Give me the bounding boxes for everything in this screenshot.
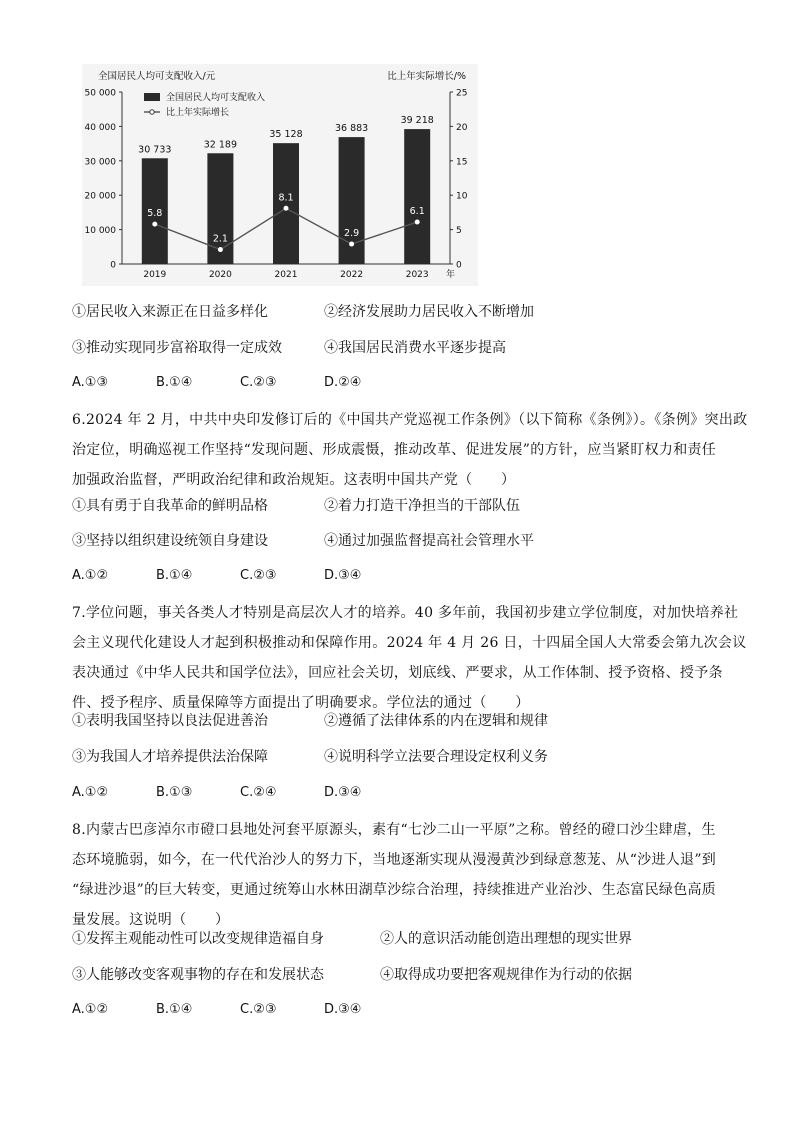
q8-stem-line: 态环境脆弱，如今，在一代代治沙人的努力下，当地逐渐实现从漫漫黄沙到绿意葱茏、从“沙进人退”到 xyxy=(72,852,717,868)
q6-answer-d[interactable]: D.③④ xyxy=(324,568,362,583)
q7-stem-line: 会主义现代化建设人才起到积极推动和保障作用。2024 年 4 月 26 日，十四届全国人大常委会第九次会议 xyxy=(72,635,747,651)
left-axis-title: 全国居民人均可支配收入/元 xyxy=(98,71,216,82)
q5-answer-c[interactable]: C.②③ xyxy=(240,375,277,390)
growth-point xyxy=(153,222,157,226)
left-tick-label: 0 xyxy=(110,260,116,271)
q6-option-1[interactable]: ①具有勇于自我革命的鲜明品格 xyxy=(72,498,268,514)
q7-stem xyxy=(72,598,747,718)
left-tick-label: 50 000 xyxy=(84,88,116,99)
q5-options-row-1 xyxy=(72,300,722,324)
q8-option-3[interactable]: ③人能够改变客观事物的存在和发展状态 xyxy=(72,967,324,983)
q6-options-row-1 xyxy=(72,494,722,518)
q8-stem xyxy=(72,815,722,935)
q6-option-3[interactable]: ③坚持以组织建设统领自身建设 xyxy=(72,533,268,549)
q7-stem-line: 7.学位问题，事关各类人才特别是高层次人才的培养。40 多年前，我国初步建立学位制度，对加快培养社 xyxy=(72,605,739,621)
q6-answer-b[interactable]: B.①④ xyxy=(156,568,193,583)
q5-options-row-2 xyxy=(72,336,722,360)
growth-value-label: 5.8 xyxy=(147,208,163,220)
income-chart-svg xyxy=(82,64,478,286)
bar-value-label: 35 128 xyxy=(269,129,303,141)
q7-option-3[interactable]: ③为我国人才培养提供法治保障 xyxy=(72,749,268,765)
bar-value-label: 36 883 xyxy=(334,123,369,135)
x-axis-unit: 年 xyxy=(446,270,456,280)
q7-option-4[interactable]: ④说明科学立法要合理设定权利义务 xyxy=(324,749,548,765)
q6-stem-line: 治定位，明确巡视工作坚持“发现问题、形成震慑，推动改革、促进发展”的方针，应当紧盯权力和责任 xyxy=(72,442,717,458)
bar xyxy=(273,143,299,264)
x-tick-label: 2022 xyxy=(340,270,364,280)
q7-answer-c[interactable]: C.②④ xyxy=(240,785,277,800)
right-tick-label: 15 xyxy=(456,157,468,168)
q5-answer-a[interactable]: A.①③ xyxy=(72,375,109,390)
q8-option-1[interactable]: ①发挥主观能动性可以改变规律造福自身 xyxy=(72,931,324,947)
right-tick-label: 5 xyxy=(456,226,462,237)
q8-stem-line: “绿进沙退”的巨大转变，更通过统筹山水林田湖草沙综合治理，持续推进产业治沙、生态富民绿色高质 xyxy=(72,882,717,898)
q6-stem-line: 6.2024 年 2 月，中共中央印发修订后的《中国共产党巡视工作条例》（以下简称《条例》）。《条例》突出政 xyxy=(72,412,748,428)
growth-value-label: 8.1 xyxy=(278,192,294,204)
q7-answer-a[interactable]: A.①② xyxy=(72,785,109,800)
bar-value-label: 39 218 xyxy=(400,115,434,127)
q6-stem-line: 加强政治监督，严明政治纪律和政治规矩。这表明中国共产党（ ） xyxy=(72,472,516,488)
growth-point xyxy=(284,206,288,210)
q6-answer-c[interactable]: C.②③ xyxy=(240,568,277,583)
q6-options-row-2 xyxy=(72,529,722,553)
q7-option-2[interactable]: ②遵循了法律体系的内在逻辑和规律 xyxy=(324,713,548,729)
x-tick-label: 2023 xyxy=(405,270,429,280)
growth-value-label: 2.1 xyxy=(212,233,228,245)
q8-answer-a[interactable]: A.①② xyxy=(72,1002,109,1017)
q7-stem-line: 件、授予程序、质量保障等方面提出了明确要求。学位法的通过（ ） xyxy=(72,695,530,711)
growth-value-label: 6.1 xyxy=(409,206,425,218)
q6-answer-a[interactable]: A.①② xyxy=(72,568,109,583)
q6-option-4[interactable]: ④通过加强监督提高社会管理水平 xyxy=(324,533,534,549)
left-tick-label: 10 000 xyxy=(84,226,116,237)
q8-answer-b[interactable]: B.①④ xyxy=(156,1002,193,1017)
right-axis-title: 比上年实际增长/% xyxy=(387,71,466,82)
q8-stem-line: 量发展。这说明（ ） xyxy=(72,912,230,928)
q6-stem xyxy=(72,405,748,495)
legend-line-label: 比上年实际增长 xyxy=(166,108,230,118)
legend-bar-swatch xyxy=(144,93,160,101)
right-tick-label: 25 xyxy=(456,88,468,99)
bar-value-label: 32 189 xyxy=(203,139,238,151)
right-tick-label: 20 xyxy=(456,122,468,133)
growth-point xyxy=(350,242,354,246)
left-tick-label: 40 000 xyxy=(84,122,116,133)
bar-value-label: 30 733 xyxy=(138,144,172,156)
legend-line-marker xyxy=(150,110,154,114)
growth-point xyxy=(218,248,222,252)
left-tick-label: 30 000 xyxy=(84,157,116,168)
q5-option-2[interactable]: ②经济发展助力居民收入不断增加 xyxy=(324,304,534,320)
q7-options-row-1 xyxy=(72,709,722,733)
q5-answer-d[interactable]: D.②④ xyxy=(324,375,362,390)
q5-option-4[interactable]: ④我国居民消费水平逐步提高 xyxy=(324,340,506,356)
q8-options-row-1 xyxy=(72,927,722,951)
q5-option-3[interactable]: ③推动实现同步富裕取得一定成效 xyxy=(72,340,282,356)
q8-stem-line: 8.内蒙古巴彦淖尔市磴口县地处河套平原源头，素有“七沙二山一平原”之称。曾经的磴口沙尘肆虐，生 xyxy=(72,822,716,838)
q7-stem-line: 表决通过《中华人民共和国学位法》，回应社会关切，划底线、严要求，从工作体制、授予资格、授予条 xyxy=(72,665,723,681)
q6-option-2[interactable]: ②着力打造干净担当的干部队伍 xyxy=(324,498,520,514)
q8-answer-c[interactable]: C.②③ xyxy=(240,1002,277,1017)
q7-option-1[interactable]: ①表明我国坚持以良法促进善治 xyxy=(72,713,268,729)
x-tick-label: 2021 xyxy=(274,270,298,280)
q7-options-row-2 xyxy=(72,745,722,769)
q8-option-4[interactable]: ④取得成功要把客观规律作为行动的依据 xyxy=(380,967,632,983)
q7-answer-d[interactable]: D.③④ xyxy=(324,785,362,800)
q5-answer-b[interactable]: B.①④ xyxy=(156,375,193,390)
q8-option-2[interactable]: ②人的意识活动能创造出理想的现实世界 xyxy=(380,931,632,947)
right-tick-label: 0 xyxy=(456,260,462,271)
income-chart xyxy=(82,64,478,286)
q8-answer-d[interactable]: D.③④ xyxy=(324,1002,362,1017)
right-tick-label: 10 xyxy=(456,191,468,202)
legend-bar-label: 全国居民人均可支配收入 xyxy=(166,93,266,103)
left-tick-label: 20 000 xyxy=(84,191,116,202)
q7-answer-b[interactable]: B.①③ xyxy=(156,785,193,800)
growth-point xyxy=(415,220,419,224)
growth-value-label: 2.9 xyxy=(344,228,360,240)
x-tick-label: 2020 xyxy=(208,270,232,280)
bar xyxy=(404,129,430,264)
q8-options-row-2 xyxy=(72,963,722,987)
q5-option-1[interactable]: ①居民收入来源正在日益多样化 xyxy=(72,304,268,320)
x-tick-label: 2019 xyxy=(143,270,167,280)
